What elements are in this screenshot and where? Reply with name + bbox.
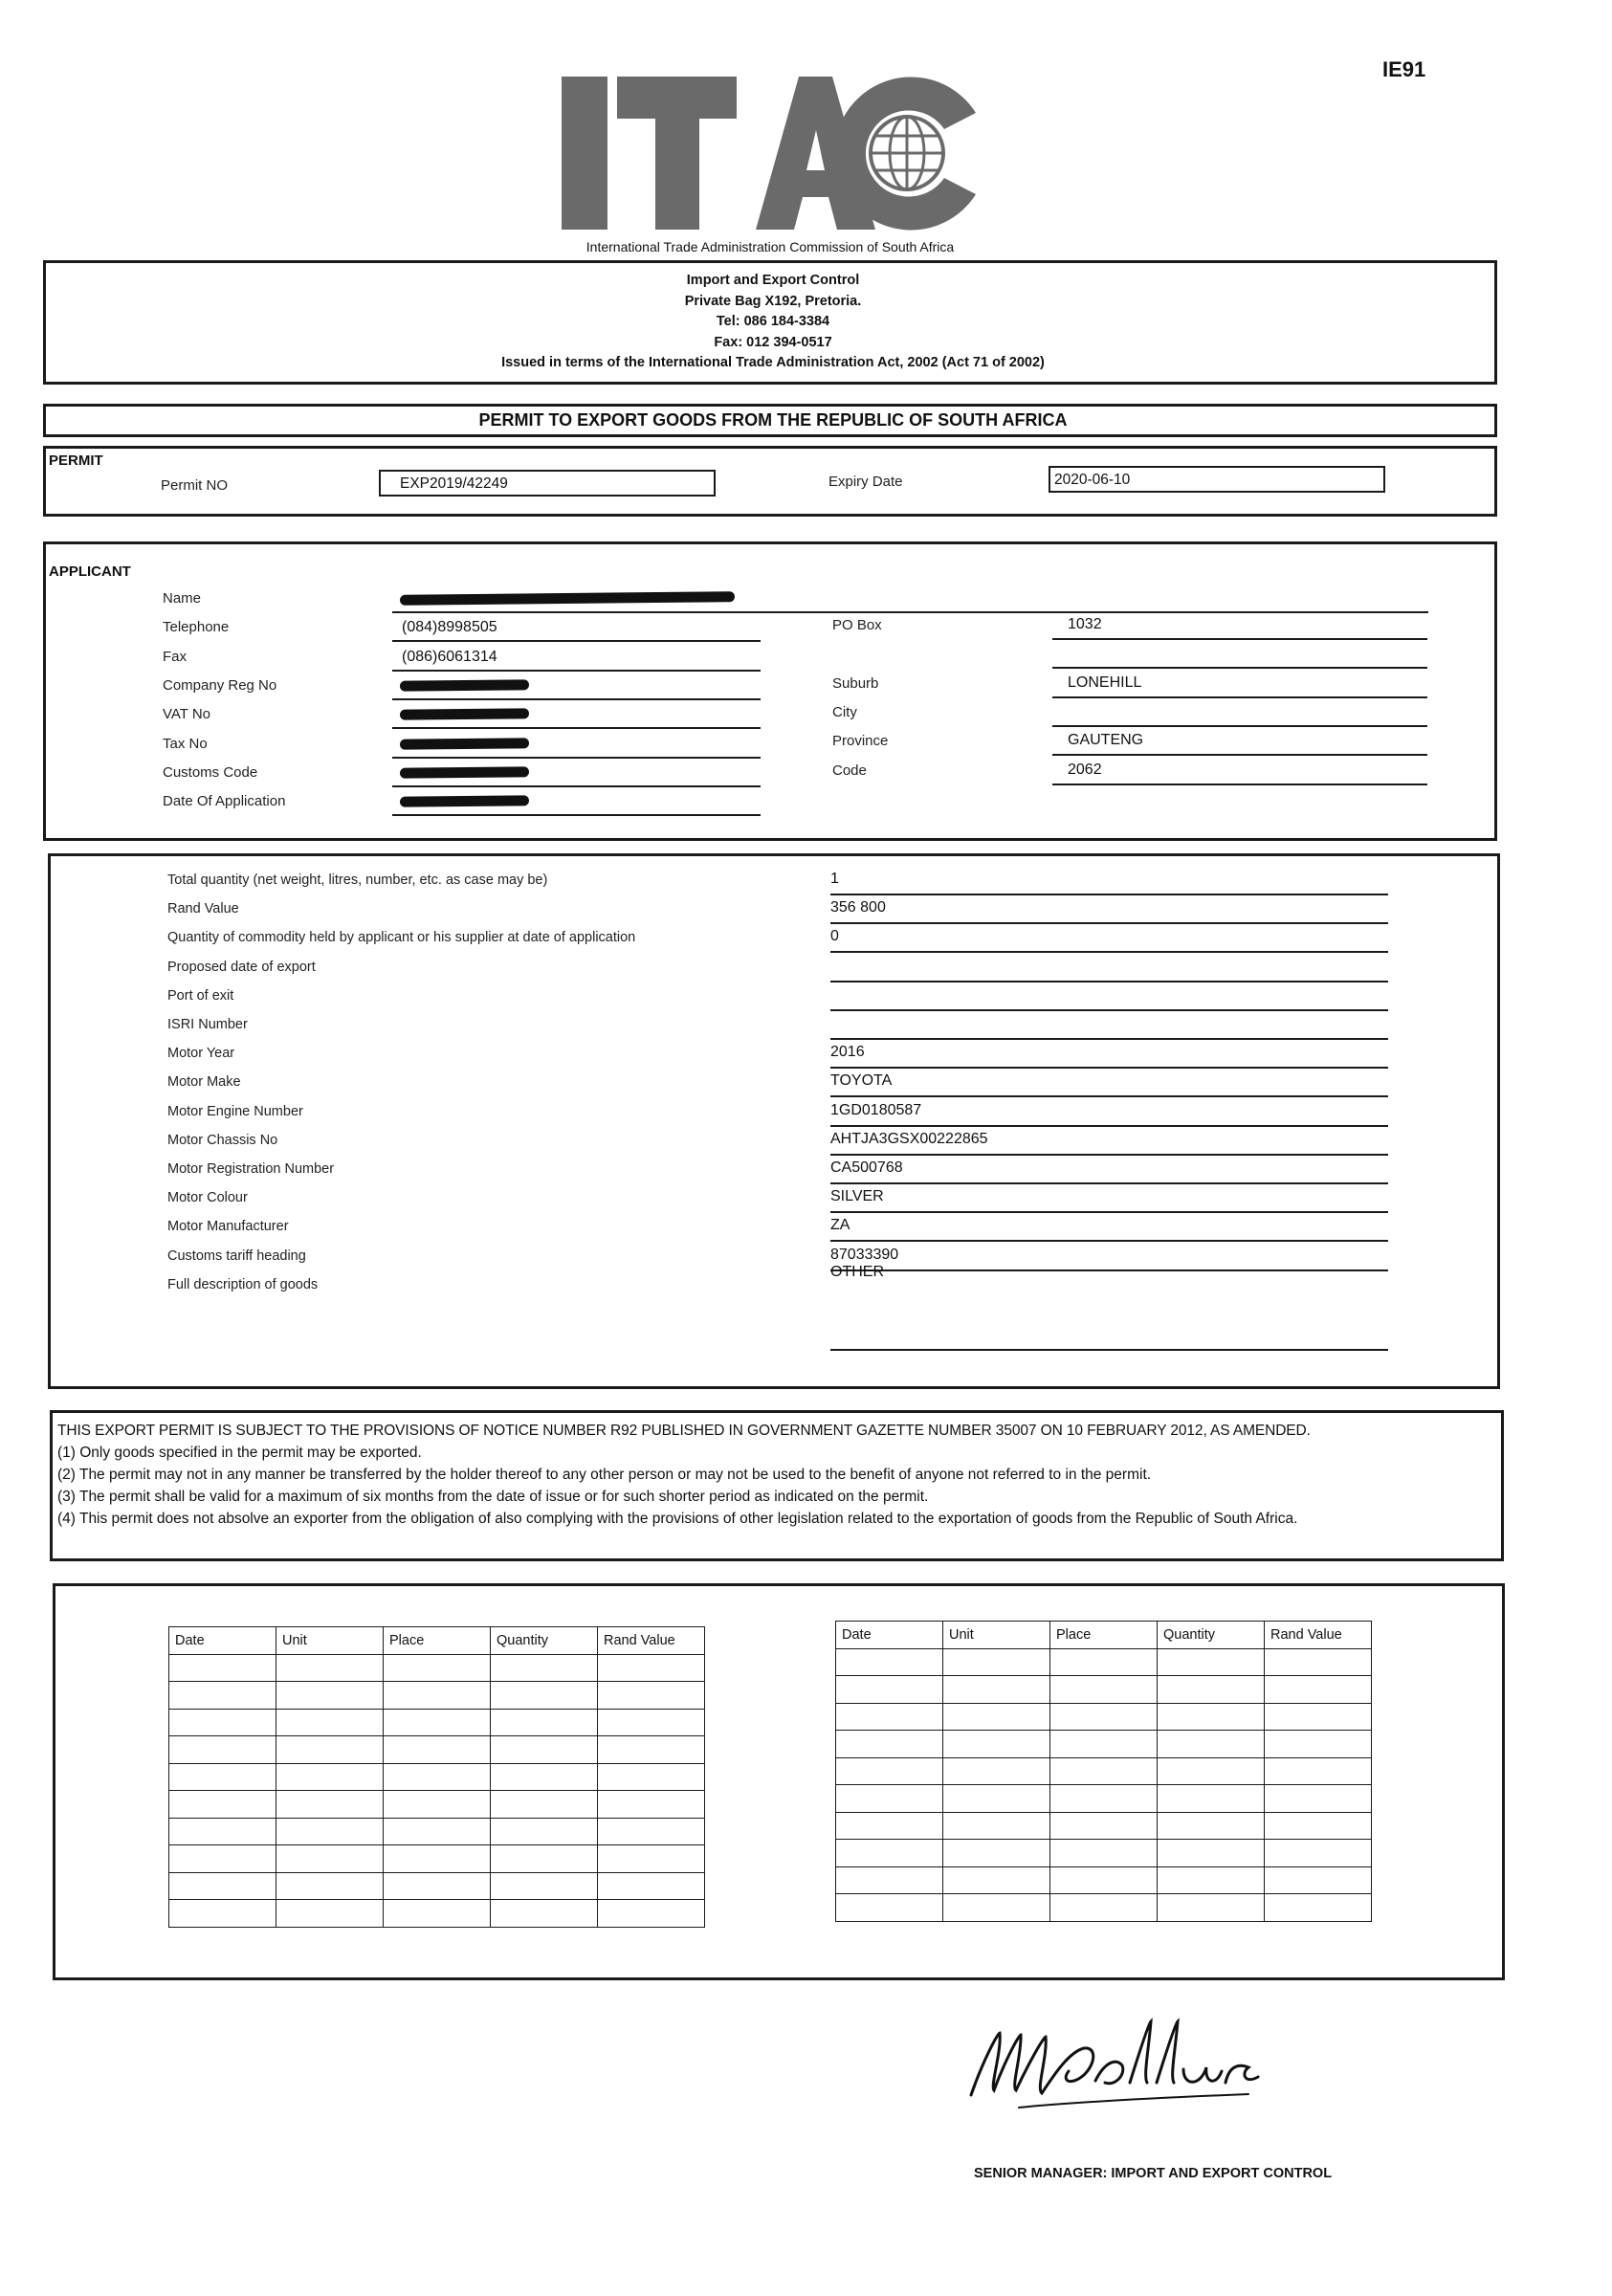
- permit-no-value: EXP2019/42249: [400, 475, 508, 492]
- applicant-address-line: [1052, 754, 1427, 756]
- log-table-cell: [276, 1654, 384, 1682]
- goods-label: Port of exit: [167, 987, 234, 1004]
- goods-label: Motor Registration Number: [167, 1161, 335, 1177]
- log-table-cell: [491, 1682, 598, 1710]
- log-table-cell: [384, 1845, 491, 1873]
- log-table-cell: [1050, 1840, 1158, 1867]
- applicant-address-value: LONEHILL: [1068, 673, 1142, 691]
- log-table-cell: [836, 1648, 943, 1676]
- header-line-4: Fax: 012 394-0517: [714, 334, 832, 350]
- log-table-cell: [491, 1709, 598, 1736]
- log-table-cell: [598, 1818, 705, 1845]
- document-title: PERMIT TO EXPORT GOODS FROM THE REPUBLIC OF SOUTH AFRICA: [478, 410, 1068, 430]
- goods-label: Rand Value: [167, 901, 239, 917]
- log-table-cell: [598, 1845, 705, 1873]
- log-table-cell: [836, 1894, 943, 1922]
- log-table-cell: [169, 1682, 276, 1710]
- goods-value: 1: [830, 871, 839, 887]
- log-table-cell: [598, 1682, 705, 1710]
- org-name: International Trade Administration Commission of South Africa: [585, 239, 955, 254]
- log-table-row: [169, 1900, 705, 1928]
- goods-value: 356 800: [830, 899, 886, 916]
- log-table-cell: [384, 1654, 491, 1682]
- applicant-address-value: GAUTENG: [1068, 732, 1144, 749]
- log-table-row: [169, 1654, 705, 1682]
- log-table-cell: [384, 1818, 491, 1845]
- goods-value: OTHER: [830, 1263, 884, 1280]
- log-table-cell: [1050, 1812, 1158, 1840]
- itac-logo-graphic: [560, 75, 981, 232]
- applicant-value: (086)6061314: [402, 648, 497, 665]
- log-table-cell: [836, 1812, 943, 1840]
- log-table-cell: [384, 1763, 491, 1791]
- goods-field-line: [830, 1009, 1388, 1011]
- redaction-mark: [400, 766, 529, 778]
- log-table-cell: [276, 1872, 384, 1900]
- conditions-section: [50, 1410, 1504, 1561]
- log-header-row: [836, 1622, 1372, 1649]
- applicant-address-label: Province: [832, 733, 889, 750]
- goods-label: Full description of goods: [167, 1276, 319, 1292]
- log-table-cell: [836, 1703, 943, 1731]
- log-table-cell: [384, 1791, 491, 1819]
- applicant-label: Name: [163, 590, 202, 607]
- log-table-cell: [836, 1785, 943, 1813]
- log-table-cell: [943, 1812, 1050, 1840]
- goods-field-line: [830, 1349, 1388, 1351]
- log-table-row: [169, 1791, 705, 1819]
- redaction-mark: [400, 738, 529, 749]
- log-table-cell: [1050, 1866, 1158, 1894]
- goods-field-line: [830, 922, 1388, 924]
- log-table-cell: [836, 1866, 943, 1894]
- log-table-cell: [1158, 1731, 1265, 1758]
- log-table-cell: [1050, 1894, 1158, 1922]
- applicant-address-line: [1052, 667, 1427, 669]
- applicant-address-line: [1052, 725, 1427, 727]
- goods-label: ISRI Number: [167, 1017, 248, 1032]
- signatory-title: SENIOR MANAGER: IMPORT AND EXPORT CONTROL: [974, 2166, 1333, 2181]
- applicant-address-value: 1032: [1068, 616, 1102, 632]
- goods-label: Customs tariff heading: [167, 1247, 306, 1264]
- goods-field-line: [830, 894, 1388, 895]
- log-table-row: [169, 1682, 705, 1710]
- log-table-cell: [1265, 1731, 1372, 1758]
- signature: [961, 1995, 1306, 2129]
- log-table-cell: [169, 1654, 276, 1682]
- log-left-header-cell: Rand Value: [598, 1627, 705, 1655]
- log-table-cell: [943, 1731, 1050, 1758]
- log-table-row: [169, 1845, 705, 1873]
- goods-field-line: [830, 1125, 1388, 1127]
- log-left-header-cell: Place: [384, 1627, 491, 1655]
- goods-label: Motor Manufacturer: [167, 1219, 289, 1235]
- permit-no-label: Permit NO: [161, 477, 229, 494]
- condition-4: (4) This permit does not absolve an exporter from the obligation of also complying with the provisions of other legislation related to the exportation of goods from the Republic of South Africa.: [57, 1511, 1298, 1527]
- log-table-cell: [276, 1845, 384, 1873]
- log-table-cell: [276, 1818, 384, 1845]
- log-table-cell: [276, 1682, 384, 1710]
- applicant-section: [43, 541, 1497, 841]
- log-table-left: [168, 1626, 705, 1928]
- log-table-cell: [384, 1872, 491, 1900]
- log-table-row: [836, 1840, 1372, 1867]
- log-right-header-cell: Place: [1050, 1622, 1158, 1649]
- goods-value: TOYOTA: [830, 1072, 893, 1090]
- goods-field-line: [830, 951, 1388, 953]
- log-table-cell: [836, 1757, 943, 1785]
- log-table-cell: [384, 1682, 491, 1710]
- condition-3: (3) The permit shall be valid for a maximum of six months from the date of issue or for such shorter period as indicated on the permit.: [57, 1489, 929, 1505]
- permit-no-field: [379, 470, 716, 497]
- goods-field-line: [830, 981, 1388, 982]
- log-table-cell: [276, 1709, 384, 1736]
- goods-label: Motor Year: [167, 1046, 235, 1062]
- goods-label: Quantity of commodity held by applicant or his supplier at date of application: [167, 930, 636, 946]
- log-table-cell: [1265, 1894, 1372, 1922]
- expiry-date-value: 2020-06-10: [1054, 472, 1131, 488]
- goods-label: Motor Colour: [167, 1190, 248, 1206]
- goods-field-line: [830, 1240, 1388, 1242]
- log-table-cell: [1265, 1757, 1372, 1785]
- log-table-cell: [276, 1791, 384, 1819]
- log-table-cell: [1158, 1785, 1265, 1813]
- log-table-cell: [1158, 1812, 1265, 1840]
- log-table-cell: [943, 1648, 1050, 1676]
- goods-value: AHTJA3GSX00222865: [830, 1130, 988, 1147]
- applicant-label: Date Of Application: [163, 793, 286, 810]
- goods-section: [48, 853, 1500, 1389]
- applicant-field-line: [392, 814, 761, 816]
- log-left-header-cell: Unit: [276, 1627, 384, 1655]
- header-box: [43, 260, 1497, 385]
- log-table-cell: [598, 1872, 705, 1900]
- goods-label: Total quantity (net weight, litres, number, etc. as case may be): [167, 872, 548, 888]
- log-right-header-cell: Rand Value: [1265, 1622, 1372, 1649]
- log-table-cell: [169, 1872, 276, 1900]
- goods-label: Proposed date of export: [167, 959, 316, 975]
- log-table-cell: [1265, 1703, 1372, 1731]
- log-table-cell: [276, 1736, 384, 1764]
- log-table-cell: [169, 1709, 276, 1736]
- conditions-heading: THIS EXPORT PERMIT IS SUBJECT TO THE PROVISIONS OF NOTICE NUMBER R92 PUBLISHED IN GOVERNMENT GAZETTE NUMBER 35007 ON 10 FEBRUARY 2012, AS AMENDED.: [57, 1423, 1311, 1439]
- applicant-field-line: [392, 611, 761, 613]
- redaction-mark: [400, 795, 529, 806]
- log-table-cell: [598, 1654, 705, 1682]
- applicant-address-label: Suburb: [832, 674, 879, 692]
- goods-value: SILVER: [830, 1188, 884, 1205]
- log-table-cell: [943, 1703, 1050, 1731]
- redaction-mark: [400, 679, 529, 691]
- applicant-heading: APPLICANT: [49, 563, 131, 580]
- goods-label: Motor Engine Number: [167, 1103, 303, 1119]
- log-table-cell: [491, 1872, 598, 1900]
- log-table-cell: [169, 1736, 276, 1764]
- log-table-cell: [1265, 1648, 1372, 1676]
- log-table-cell: [169, 1900, 276, 1928]
- applicant-field-line: [392, 785, 761, 787]
- log-table-row: [836, 1731, 1372, 1758]
- itac-logo: [560, 75, 981, 232]
- goods-value: 0: [830, 928, 839, 945]
- applicant-address-line: [1052, 696, 1427, 698]
- expiry-date-label: Expiry Date: [828, 474, 903, 490]
- log-table-cell: [943, 1676, 1050, 1704]
- goods-value: CA500768: [830, 1159, 903, 1176]
- log-table-cell: [943, 1840, 1050, 1867]
- log-table-cell: [943, 1785, 1050, 1813]
- goods-field-line: [830, 1182, 1388, 1184]
- log-right-header-cell: Unit: [943, 1622, 1050, 1649]
- log-table-row: [169, 1763, 705, 1791]
- log-table-cell: [384, 1736, 491, 1764]
- log-table-cell: [1158, 1648, 1265, 1676]
- goods-field-line: [830, 1211, 1388, 1213]
- log-table-row: [836, 1785, 1372, 1813]
- log-table-cell: [836, 1731, 943, 1758]
- redaction-mark: [400, 708, 529, 719]
- condition-2: (2) The permit may not in any manner be transferred by the holder thereof to any other person or may not be used to the benefit of anyone not referred to in the permit.: [57, 1467, 1152, 1483]
- applicant-field-line: [392, 727, 761, 729]
- log-table-cell: [1158, 1866, 1265, 1894]
- log-table-row: [169, 1872, 705, 1900]
- log-table-row: [836, 1757, 1372, 1785]
- log-table-row: [836, 1894, 1372, 1922]
- log-table-cell: [1265, 1812, 1372, 1840]
- applicant-label: Telephone: [163, 619, 230, 636]
- log-table-cell: [384, 1709, 491, 1736]
- log-table-cell: [491, 1818, 598, 1845]
- log-left-header-cell: Quantity: [491, 1627, 598, 1655]
- log-table-row: [836, 1676, 1372, 1704]
- log-table-row: [836, 1866, 1372, 1894]
- log-table-cell: [1050, 1676, 1158, 1704]
- log-table-cell: [1050, 1757, 1158, 1785]
- log-table-cell: [1158, 1840, 1265, 1867]
- applicant-value: (084)8998505: [402, 619, 497, 636]
- log-table-cell: [598, 1900, 705, 1928]
- applicant-address-label: City: [832, 703, 857, 720]
- redaction-mark: [400, 591, 735, 606]
- log-table-row: [169, 1818, 705, 1845]
- log-header-row: [169, 1627, 705, 1655]
- header-line-3: Tel: 086 184-3384: [716, 314, 830, 329]
- log-table-cell: [836, 1840, 943, 1867]
- condition-1: (1) Only goods specified in the permit may be exported.: [57, 1445, 422, 1461]
- log-table-cell: [169, 1791, 276, 1819]
- log-table-cell: [1050, 1785, 1158, 1813]
- goods-value: ZA: [830, 1217, 850, 1234]
- log-table-cell: [491, 1845, 598, 1873]
- log-table-cell: [491, 1736, 598, 1764]
- log-right-header-cell: Quantity: [1158, 1622, 1265, 1649]
- applicant-field-line: [392, 640, 761, 642]
- log-table-cell: [1050, 1703, 1158, 1731]
- applicant-field-line: [392, 757, 761, 759]
- signature-graphic: [961, 1995, 1306, 2129]
- applicant-name-line-ext: [759, 611, 1428, 613]
- log-table-cell: [1265, 1840, 1372, 1867]
- log-table-cell: [491, 1791, 598, 1819]
- header-line-2: Private Bag X192, Pretoria.: [684, 293, 862, 309]
- log-table-cell: [943, 1894, 1050, 1922]
- log-table-right: [835, 1621, 1372, 1922]
- applicant-address-line: [1052, 784, 1427, 785]
- goods-value: 1GD0180587: [830, 1101, 922, 1118]
- log-table-cell: [1158, 1703, 1265, 1731]
- log-table-row: [836, 1648, 1372, 1676]
- applicant-label: Company Reg No: [163, 676, 277, 694]
- goods-value: 2016: [830, 1044, 865, 1061]
- log-table-cell: [169, 1818, 276, 1845]
- log-table-cell: [598, 1709, 705, 1736]
- applicant-address-line: [1052, 638, 1427, 640]
- applicant-address-label: PO Box: [832, 617, 882, 633]
- log-table-cell: [836, 1676, 943, 1704]
- log-table-cell: [1265, 1785, 1372, 1813]
- applicant-address-value: 2062: [1068, 761, 1102, 778]
- log-table-cell: [1158, 1757, 1265, 1785]
- log-table-cell: [1158, 1894, 1265, 1922]
- applicant-label: Tax No: [163, 735, 208, 752]
- applicant-label: VAT No: [163, 706, 211, 723]
- log-table-row: [836, 1812, 1372, 1840]
- goods-field-line: [830, 1095, 1388, 1097]
- goods-label: Motor Make: [167, 1074, 241, 1091]
- expiry-date-field: [1049, 466, 1385, 493]
- applicant-field-line: [392, 698, 761, 700]
- log-table-cell: [384, 1900, 491, 1928]
- log-table-row: [836, 1703, 1372, 1731]
- log-table-cell: [1050, 1648, 1158, 1676]
- log-table-cell: [276, 1900, 384, 1928]
- permit-heading: PERMIT: [49, 453, 103, 469]
- form-code: IE91: [1382, 57, 1426, 81]
- header-line-1: Import and Export Control: [686, 273, 860, 288]
- log-table-cell: [491, 1763, 598, 1791]
- log-table-cell: [1050, 1731, 1158, 1758]
- applicant-label: Customs Code: [163, 763, 258, 781]
- goods-field-line: [830, 1067, 1388, 1069]
- applicant-field-line: [392, 670, 761, 672]
- applicant-label: Fax: [163, 648, 188, 665]
- goods-value: 87033390: [830, 1246, 899, 1263]
- goods-field-line: [830, 1269, 1388, 1271]
- log-left-header-cell: Date: [169, 1627, 276, 1655]
- log-table-cell: [598, 1763, 705, 1791]
- log-table-cell: [169, 1763, 276, 1791]
- log-table-cell: [491, 1900, 598, 1928]
- log-table-cell: [598, 1791, 705, 1819]
- goods-label: Motor Chassis No: [167, 1132, 278, 1148]
- log-table-cell: [1265, 1866, 1372, 1894]
- log-table-row: [169, 1736, 705, 1764]
- log-table-cell: [491, 1654, 598, 1682]
- act-line: Issued in terms of the International Trade Administration Act, 2002 (Act 71 of 2002): [501, 355, 1045, 370]
- permit-section: [43, 446, 1497, 517]
- log-table-cell: [1265, 1676, 1372, 1704]
- goods-field-line: [830, 1038, 1388, 1040]
- log-table-cell: [276, 1763, 384, 1791]
- log-section: [53, 1583, 1505, 1980]
- applicant-address-label: Code: [832, 762, 867, 779]
- log-right-header-cell: Date: [836, 1622, 943, 1649]
- log-table-cell: [169, 1845, 276, 1873]
- log-table-cell: [598, 1736, 705, 1764]
- log-table-cell: [943, 1757, 1050, 1785]
- log-table-cell: [943, 1866, 1050, 1894]
- goods-field-line: [830, 1154, 1388, 1156]
- log-table-row: [169, 1709, 705, 1736]
- log-table-cell: [1158, 1676, 1265, 1704]
- title-bar: [43, 404, 1497, 437]
